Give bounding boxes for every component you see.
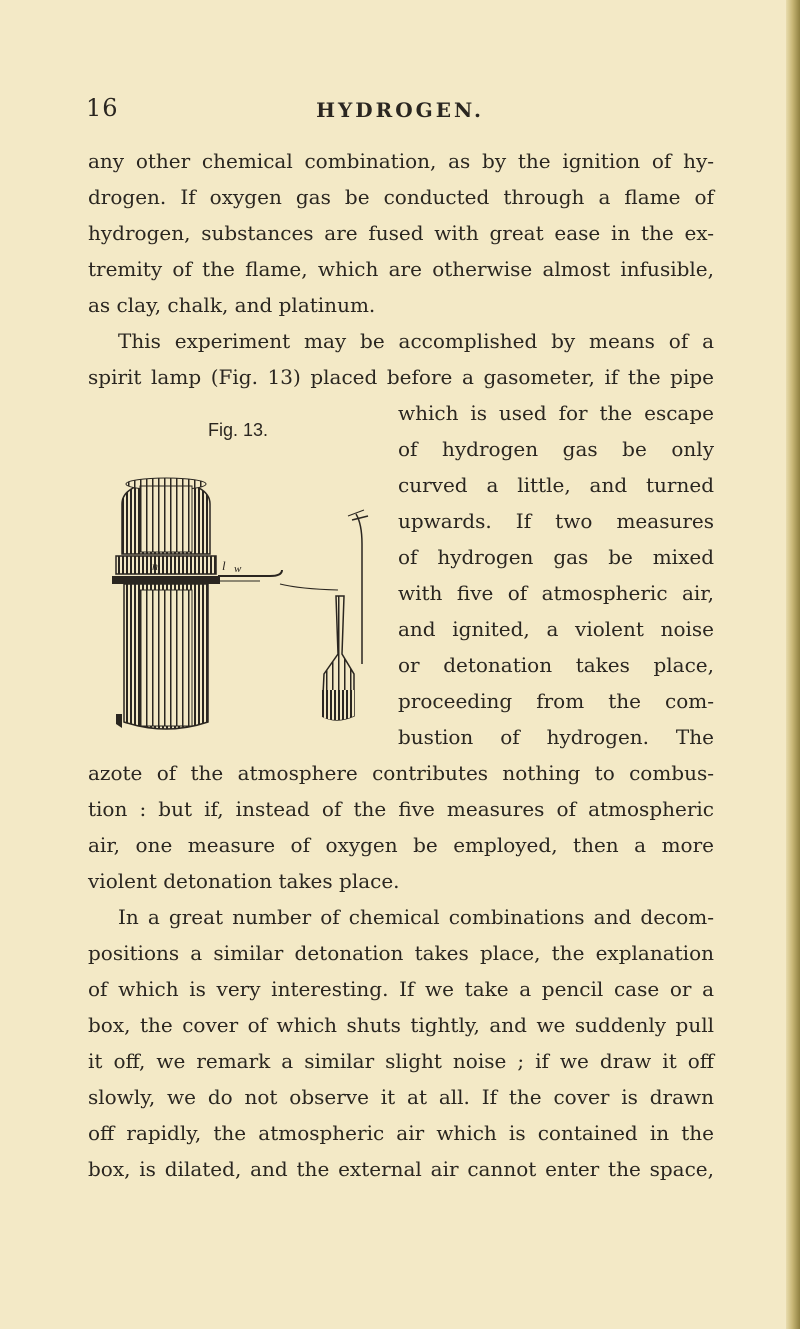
text-line: any other chemical combination, as by the ignition of hy- [88,149,714,173]
text-line: In a great number of chemical combinations and decom- [118,905,714,929]
spirit-lamp [280,510,368,720]
text-line: hydrogen, substances are fused with great ease in the ex- [88,221,714,245]
pipe [218,558,282,581]
text-line: with five of atmospheric air, [398,581,714,605]
text-line: tion : but if, instead of the five measures of atmospheric [88,797,714,821]
page-number: 16 [86,94,119,122]
text-line: upwards. If two measures [398,509,714,533]
text-line: and ignited, a violent noise [398,617,714,641]
text-line: azote of the atmosphere contributes nothing to combus- [88,761,714,785]
label-l: l [222,558,226,573]
text-line: box, the cover of which shuts tightly, and we suddenly pull [88,1013,714,1037]
text-line: curved a little, and turned [398,473,714,497]
running-title: HYDROGEN. [316,98,484,122]
text-line: positions a similar detonation takes place, the explanation [88,941,714,965]
figure-13-illustration [110,444,390,744]
text-line: as clay, chalk, and platinum. [88,293,376,317]
text-line: proceeding from the com- [398,689,714,713]
text-line: of which is very interesting. If we take a pencil case or a [88,977,714,1001]
text-line: or detonation takes place, [398,653,714,677]
text-line: which is used for the escape [398,401,714,425]
paragraph-2-bottom [88,755,714,899]
text-line: of hydrogen gas be mixed [398,545,714,569]
paragraph-2-top [88,323,714,395]
text-line: bustion of hydrogen. The [398,725,714,749]
text-line: it off, we remark a similar slight noise ; if we draw it off [88,1049,714,1073]
text-line: violent detonation takes place. [88,869,400,893]
label-n: n [152,559,158,573]
text-line: slowly, we do not observe it at all. If the cover is drawn [88,1085,714,1109]
page-edge [786,0,800,1329]
figure-caption: Fig. 13. [208,420,269,440]
text-line: drogen. If oxygen gas be conducted through a flame of [88,185,714,209]
text-line: box, is dilated, and the external air cannot enter the space, [88,1157,714,1181]
paragraph-1 [88,143,714,323]
paragraph-3 [88,899,714,1187]
text-line: spirit lamp (Fig. 13) placed before a gasometer, if the pipe [88,365,714,389]
text-line: of hydrogen gas be only [398,437,714,461]
text-line: air, one measure of oxygen be employed, then a more [88,833,714,857]
gasometer [112,478,220,729]
text-line: This experiment may be accomplished by means of a [118,329,714,353]
text-line: off rapidly, the atmospheric air which is contained in the [88,1121,714,1145]
label-w: w [234,563,242,575]
text-line: tremity of the flame, which are otherwise almost infusible, [88,257,714,281]
